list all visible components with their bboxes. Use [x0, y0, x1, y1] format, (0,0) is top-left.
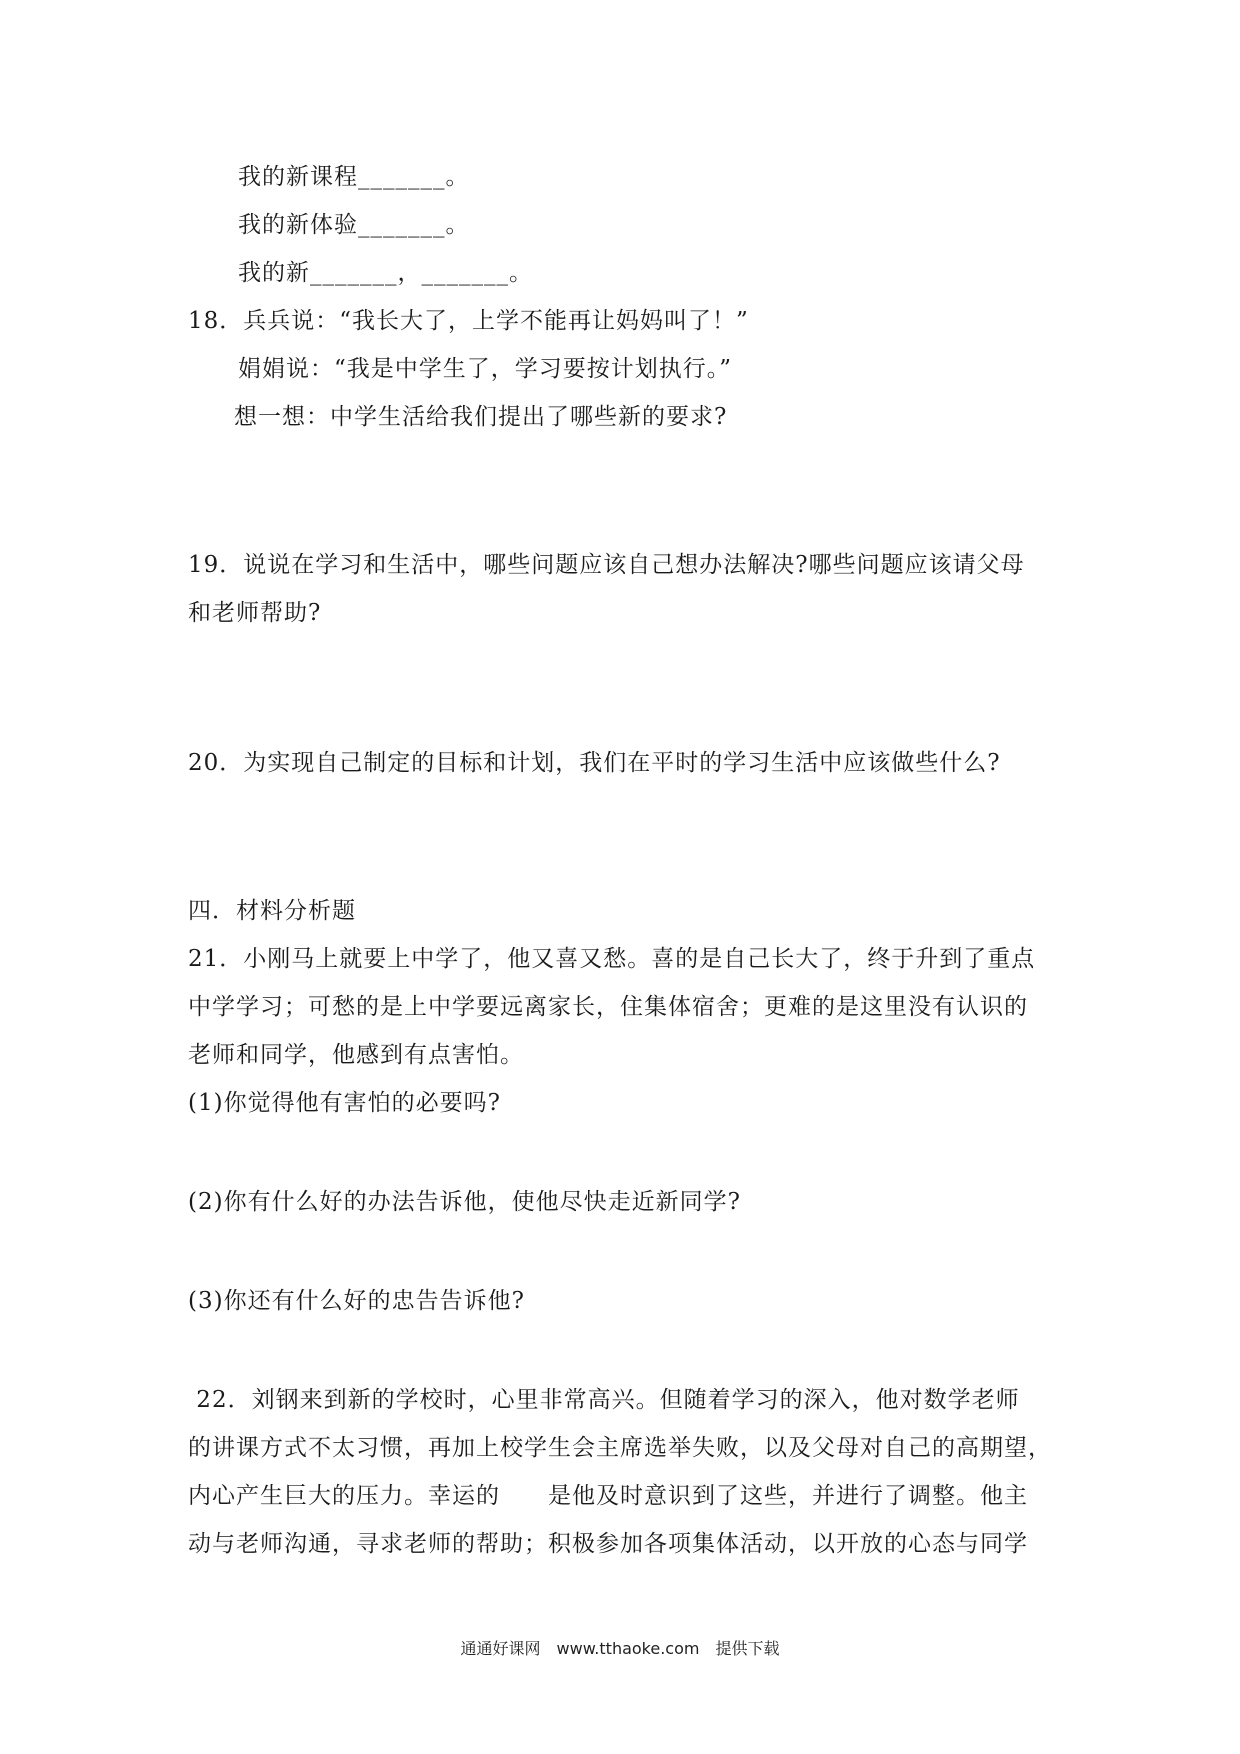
- q19-line-1: 19．说说在学习和生活中，哪些问题应该自己想办法解决?哪些问题应该请父母: [188, 552, 1025, 578]
- q21-line-3: 老师和同学，他感到有点害怕。: [188, 1042, 524, 1068]
- q22-line-3: 内心产生巨大的压力。幸运的 是他及时意识到了这些，并进行了调整。他主: [188, 1483, 1028, 1509]
- q21-sub-3: (3)你还有什么好的忠告告诉他?: [188, 1288, 525, 1314]
- q20-line-1: 20．为实现自己制定的目标和计划，我们在平时的学习生活中应该做些什么?: [188, 750, 1001, 776]
- q22-line-4: 动与老师沟通，寻求老师的帮助；积极参加各项集体活动，以开放的心态与同学: [188, 1531, 1028, 1557]
- q22-line-2: 的讲课方式不太习惯，再加上校学生会主席选举失败，以及父母对自己的高期望，: [188, 1435, 1052, 1461]
- q21-sub-2: (2)你有什么好的办法告诉他，使他尽快走近新同学?: [188, 1189, 741, 1215]
- q21-line-1: 21．小刚马上就要上中学了，他又喜又愁。喜的是自己长大了，终于升到了重点: [188, 946, 1036, 972]
- q18-line-1: 18．兵兵说：“我长大了，上学不能再让妈妈叫了！”: [188, 308, 749, 334]
- q18-line-3: 想一想：中学生活给我们提出了哪些新的要求?: [234, 404, 728, 430]
- q18-line-2: 娟娟说：“我是中学生了，学习要按计划执行。”: [238, 356, 733, 382]
- intro-line-2: 我的新体验_______。: [238, 212, 470, 238]
- page-footer: 通通好课网 www.tthaoke.com 提供下载: [460, 1639, 780, 1658]
- section-4-title: 四．材料分析题: [188, 898, 356, 924]
- q19-line-2: 和老师帮助?: [188, 600, 322, 626]
- intro-line-3: 我的新_______，_______。: [238, 260, 533, 286]
- q21-sub-1: (1)你觉得他有害怕的必要吗?: [188, 1090, 501, 1116]
- q21-line-2: 中学学习；可愁的是上中学要远离家长，住集体宿舍；更难的是这里没有认识的: [188, 994, 1028, 1020]
- intro-line-1: 我的新课程_______。: [238, 164, 470, 190]
- q22-line-1: 22．刘钢来到新的学校时，心里非常高兴。但随着学习的深入，他对数学老师: [188, 1387, 1020, 1413]
